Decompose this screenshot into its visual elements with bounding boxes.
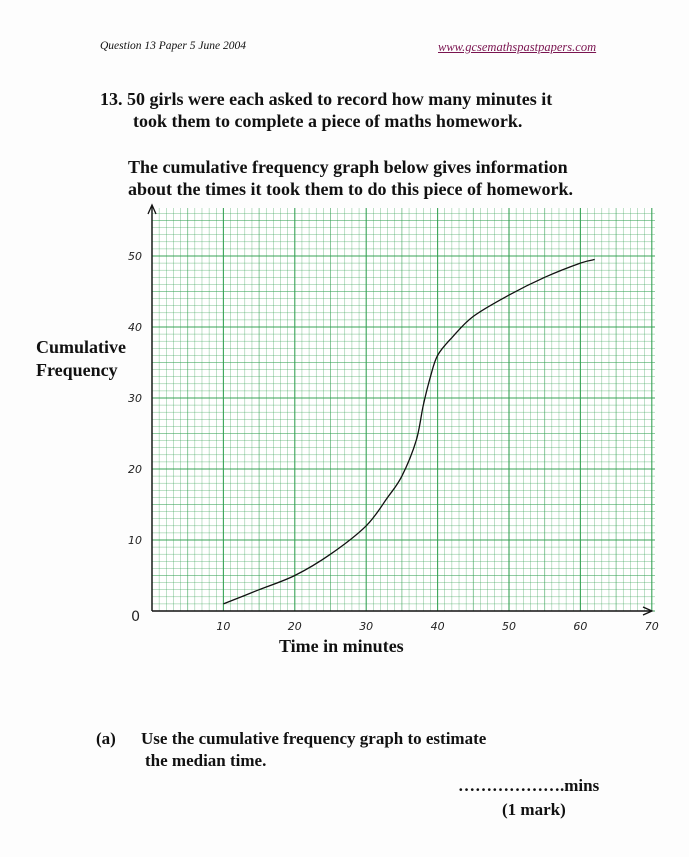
cumulative-frequency-curve <box>223 260 594 604</box>
x-tick-label: 70 <box>644 620 659 633</box>
marks-label: (1 mark) <box>502 800 566 819</box>
y-tick-label: 0 <box>131 609 140 625</box>
part-a-label: (a) <box>96 729 116 748</box>
x-tick-label: 10 <box>216 620 231 633</box>
question-text-line-3: The cumulative frequency graph below gives information <box>128 157 568 177</box>
answer-line[interactable]: ……………….mins <box>458 776 600 795</box>
x-axis-title: Time in minutes <box>279 636 404 656</box>
y-axis-title-line-1: Cumulative <box>36 337 126 357</box>
question-text-line-1: 13. 50 girls were each asked to record how many minutes it <box>100 89 553 109</box>
part-a-text-line-2: the median time. <box>145 751 267 770</box>
y-tick-label: 40 <box>128 321 142 334</box>
y-axis-title <box>36 336 126 382</box>
question-reference: Question 13 Paper 5 June 2004 <box>100 40 246 52</box>
x-tick-label: 30 <box>359 620 374 633</box>
y-axis-title-line-2: Frequency <box>36 360 118 380</box>
y-tick-label: 10 <box>128 534 142 547</box>
part-a-text-line-1: Use the cumulative frequency graph to estimate <box>141 729 487 748</box>
x-tick-label: 60 <box>573 620 588 633</box>
x-tick-label: 50 <box>502 620 516 633</box>
question-text-line-4: about the times it took them to do this piece of homework. <box>128 179 573 199</box>
website-link[interactable]: www.gcsemathspastpapers.com <box>438 40 597 54</box>
x-tick-label: 40 <box>430 620 445 633</box>
y-tick-label: 30 <box>128 392 142 405</box>
graph-paper <box>152 208 655 611</box>
x-axis-arrow <box>643 607 652 615</box>
x-tick-label: 20 <box>287 620 302 633</box>
question-text-line-2: took them to complete a piece of maths homework. <box>133 111 523 131</box>
y-axis-arrow <box>148 205 156 214</box>
y-tick-label: 20 <box>128 463 142 476</box>
y-tick-label: 50 <box>128 250 142 263</box>
